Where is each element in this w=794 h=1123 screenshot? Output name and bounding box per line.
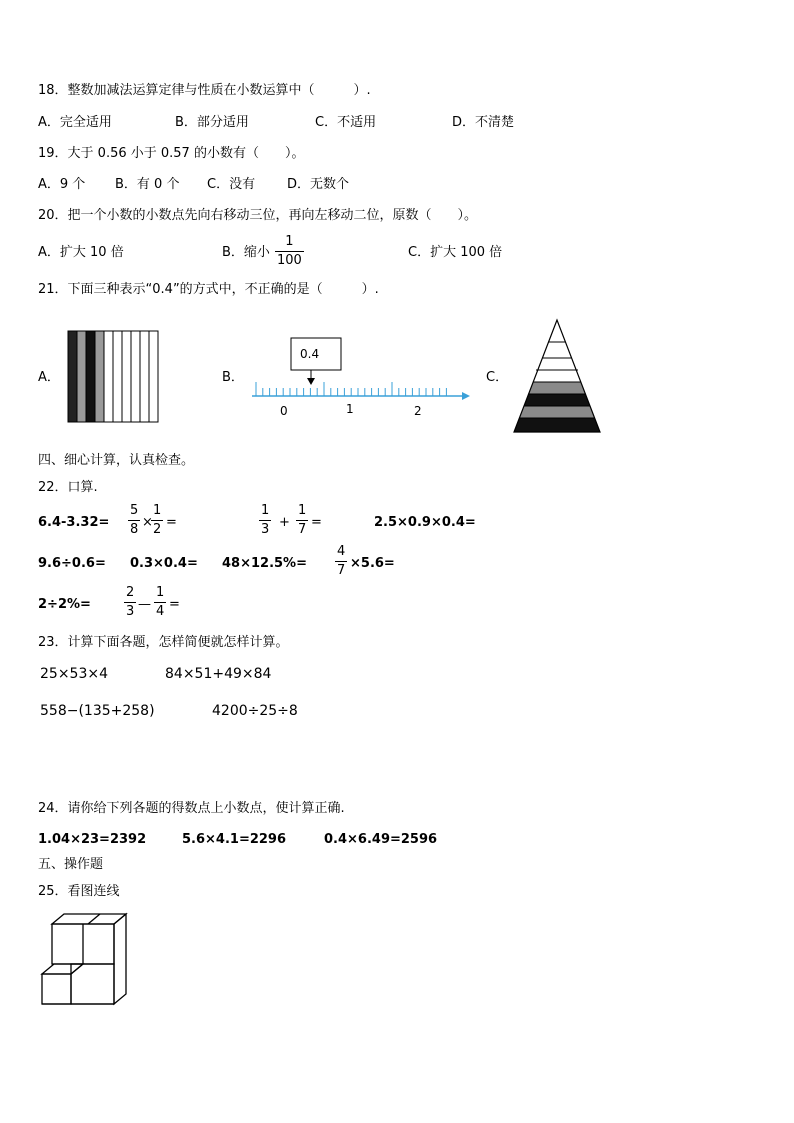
q22-r2c1: 9.6÷0.6=	[38, 556, 106, 571]
axis-tick-label-2: 2	[414, 404, 422, 418]
q22-r1c3-fraction-2	[296, 503, 308, 538]
q22-r1c4: 2.5×0.9×0.4=	[374, 515, 476, 530]
fraction-numerator: 4	[337, 544, 346, 559]
fraction-numerator: 1	[261, 503, 270, 518]
q20-stem: 20．把一个小数的小数点先向右移动三位，再向左移动二位，原数（ ）。	[38, 208, 478, 223]
q25-stem: 25．看图连线	[38, 884, 120, 899]
fraction-denominator: 2	[153, 522, 162, 537]
q19-option-d: D．无数个	[287, 177, 350, 192]
fraction-numerator: 2	[126, 585, 135, 600]
fraction-denominator: 8	[130, 522, 139, 537]
q22-r1c3-fraction-1	[259, 503, 271, 538]
fraction-numerator: 1	[298, 503, 307, 518]
q23-expr-1: 25×53×4	[40, 666, 108, 682]
q22-stem: 22．口算.	[38, 480, 98, 495]
q22-r3c2-operator: —	[138, 597, 151, 612]
q22-r1c3-operator: +	[279, 515, 290, 530]
q22-r3c2-fraction-2	[154, 585, 166, 620]
fraction-bar	[335, 561, 347, 562]
fraction-bar	[296, 520, 308, 521]
axis-tick-label-0: 0	[280, 404, 288, 418]
q23-expr-2: 84×51+49×84	[165, 666, 272, 682]
fraction-bar	[124, 602, 136, 603]
q22-r1c3-equals: =	[311, 515, 322, 530]
fraction-denominator: 3	[261, 522, 270, 537]
fraction-bar	[154, 602, 166, 603]
fraction-numerator: 1	[153, 503, 162, 518]
fraction-numerator: 1	[156, 585, 165, 600]
q18-option-c: C．不适用	[315, 115, 377, 130]
q22-r1c2-equals: =	[166, 515, 177, 530]
q18-option-a: A．完全适用	[38, 115, 112, 130]
q20-option-b-fraction	[275, 234, 304, 269]
fraction-bar	[275, 251, 304, 252]
q20-option-b-prefix: B．缩小	[222, 245, 270, 260]
q18-option-d: D．不清楚	[452, 115, 515, 130]
fraction-bar	[259, 520, 271, 521]
q19-option-a: A．9 个	[38, 177, 86, 192]
fraction-numerator: 5	[130, 503, 139, 518]
fraction-denominator: 3	[126, 604, 135, 619]
q19-option-c: C．没有	[207, 177, 256, 192]
fraction-denominator: 7	[337, 563, 346, 578]
fraction-numerator: 1	[285, 234, 294, 249]
q20-option-a: A．扩大 10 倍	[38, 245, 124, 260]
q22-r2c4-fraction	[335, 544, 347, 579]
q25-cube-figure	[40, 912, 132, 1008]
q24-expr-2: 5.6×4.1=2296	[182, 832, 287, 847]
q19-stem: 19．大于 0.56 小于 0.57 的小数有（ ）。	[38, 146, 305, 161]
q20-option-c: C．扩大 100 倍	[408, 245, 503, 260]
q22-r2c3: 48×12.5%=	[222, 556, 307, 571]
q24-expr-3: 0.4×6.49=2596	[324, 832, 438, 847]
q22-r3c1: 2÷2%=	[38, 597, 91, 612]
q21-figure-a-strip-grid	[68, 331, 158, 422]
q24-expr-1: 1.04×23=2392	[38, 832, 147, 847]
axis-tick-label-1: 1	[346, 402, 354, 416]
q22-r1c2-operator: ×	[142, 515, 153, 530]
q21-label-b: B．	[222, 370, 244, 385]
q21-figure-c-triangle	[514, 320, 600, 434]
q24-stem: 24．请你给下列各题的得数点上小数点，使计算正确.	[38, 801, 345, 816]
q18-stem: 18．整数加减法运算定律与性质在小数运算中（ ）.	[38, 83, 371, 98]
q23-stem: 23．计算下面各题，怎样简便就怎样计算。	[38, 635, 289, 650]
q21-stem: 21．下面三种表示“0.4”的方式中，不正确的是（ ）.	[38, 282, 379, 297]
q21-label-c: C．	[486, 370, 509, 385]
fraction-denominator: 100	[277, 253, 302, 268]
section-4-heading: 四、细心计算，认真检查。	[38, 453, 195, 468]
fraction-bar	[128, 520, 140, 521]
q22-r3c2-equals: =	[169, 597, 180, 612]
section-5-heading: 五、操作题	[38, 857, 104, 872]
q23-expr-4: 4200÷25÷8	[212, 703, 298, 719]
fraction-denominator: 4	[156, 604, 165, 619]
q21-figure-b-box-value: 0.4	[300, 347, 320, 361]
q22-r2c2: 0.3×0.4=	[130, 556, 198, 571]
q19-option-b: B．有 0 个	[115, 177, 180, 192]
q22-r1c2-fraction-1	[128, 503, 140, 538]
q22-r1c2-fraction-2	[151, 503, 163, 538]
q18-option-b: B．部分适用	[175, 115, 249, 130]
fraction-denominator: 7	[298, 522, 307, 537]
q22-r3c2-fraction-1	[124, 585, 136, 620]
q23-expr-3: 558−(135+258)	[40, 703, 155, 719]
q22-r2c4-tail: ×5.6=	[350, 556, 395, 571]
q22-r1c1: 6.4-3.32=	[38, 515, 110, 530]
q21-label-a: A．	[38, 370, 60, 385]
fraction-bar	[151, 520, 163, 521]
